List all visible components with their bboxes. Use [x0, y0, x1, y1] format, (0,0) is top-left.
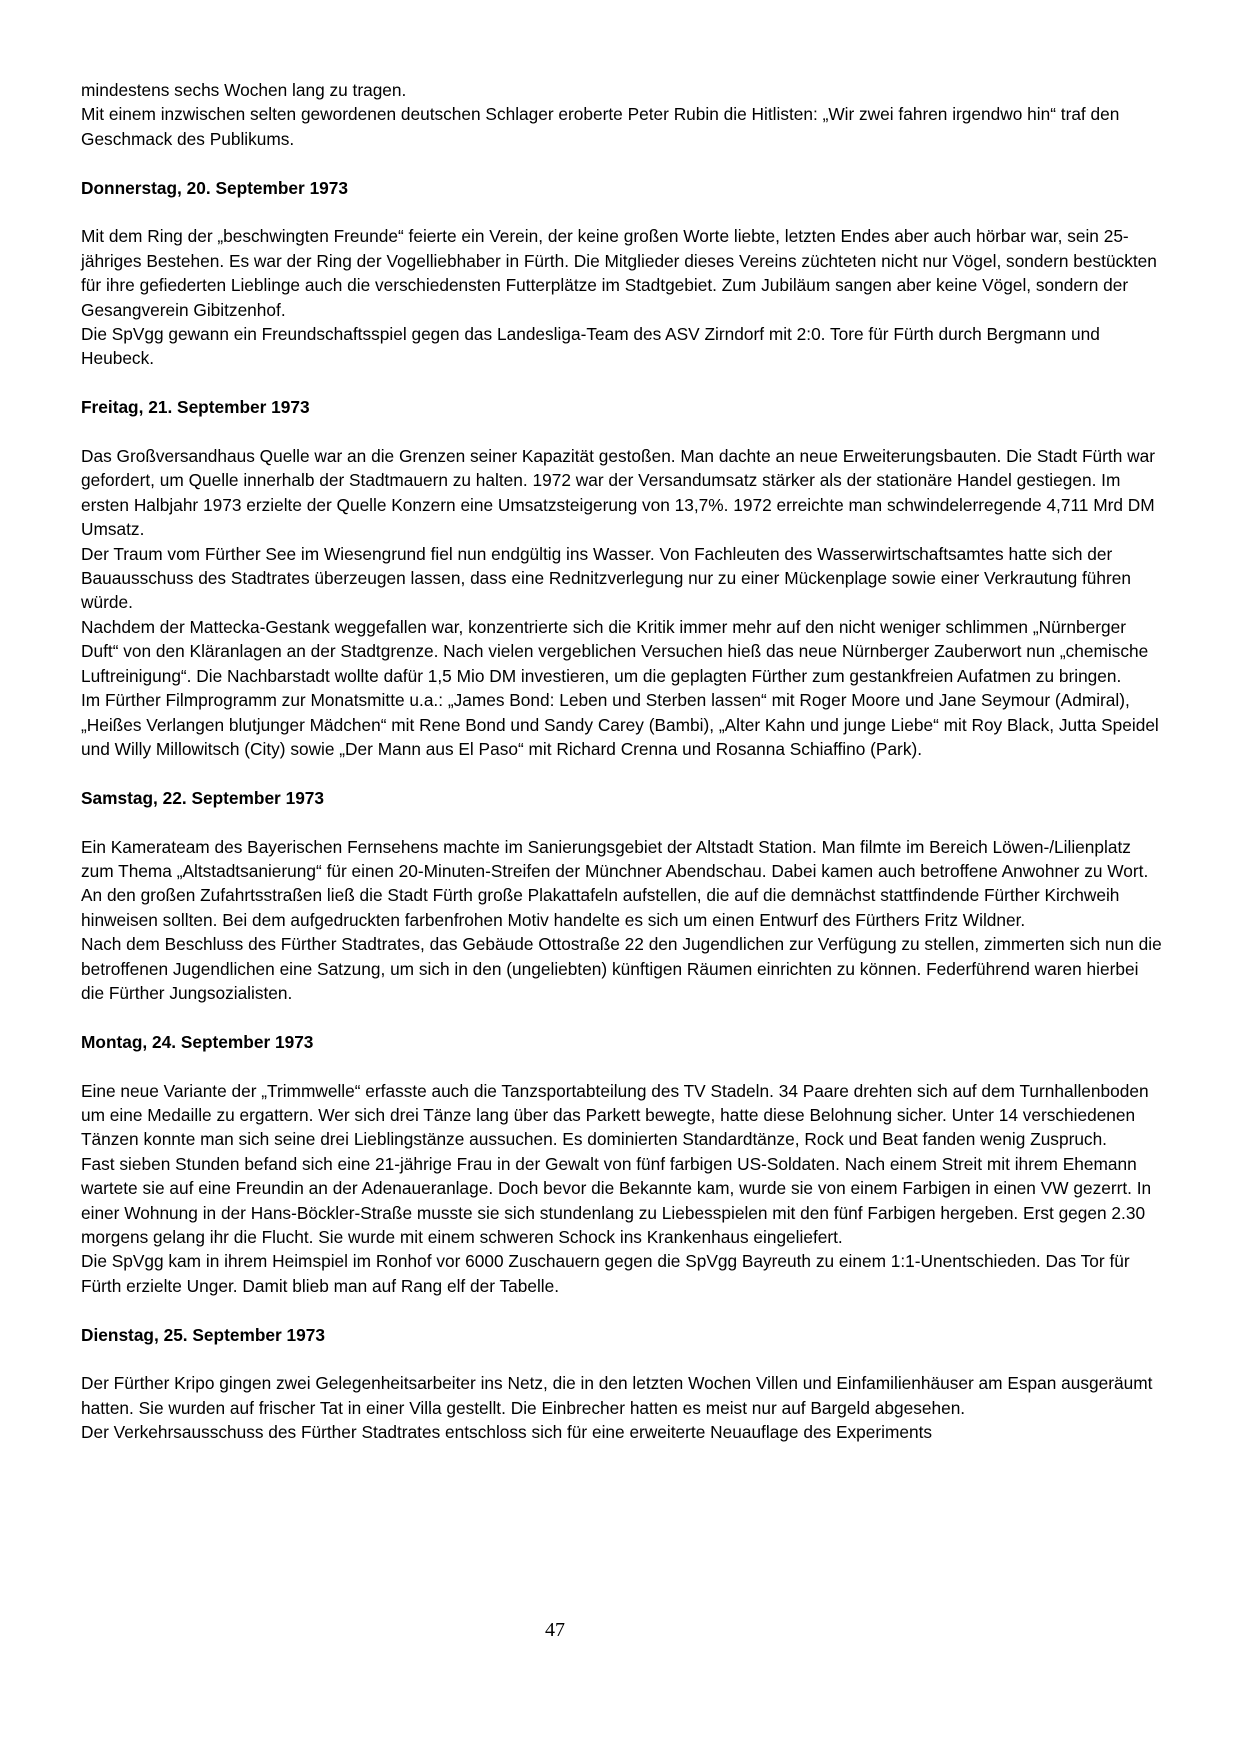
body-paragraph: Eine neue Variante der „Trimmwelle“ erfasste auch die Tanzsportabteilung des TV Stadeln. 34 Paare drehten sich auf dem Turnhallenboden um eine Medaille zu ergattern. Wer sich drei Tänze lang über das Parkett bewegte, hatte diese Belohnung sicher. Unter 14 verschiedenen Tänzen konnte man sich seine drei Lieblingstänze aussuchen. Es dominierten Standardtänze, Rock und Beat fanden wenig Zuspruch.	[81, 1080, 1149, 1150]
daily-entry-montag	[81, 1030, 1165, 1298]
daily-entry-dienstag	[81, 1323, 1165, 1445]
body-paragraph: Ein Kamerateam des Bayerischen Fernsehens machte im Sanierungsgebiet der Altstadt Station. Man filmte im Bereich Löwen-/Lilienplatz zum Thema „Altstadtsanierung“ für einen 20-Minuten-Streifen der Münchner Abendschau. Dabei kamen auch betroffene Anwohner zu Wort.	[81, 836, 1149, 881]
body-paragraph: Der Fürther Kripo gingen zwei Gelegenheitsarbeiter ins Netz, die in den letzten Wochen Villen und Einfamilienhäuser am Espan ausgeräumt hatten. Sie wurden auf frischer Tat in einer Villa gestellt. Die Einbrecher hatten es meist nur auf Bargeld abgesehen.	[81, 1373, 1153, 1418]
body-paragraph: An den großen Zufahrtsstraßen ließ die Stadt Fürth große Plakattafeln aufstellen, die auf die demnächst stattfindende Fürther Kirchweih hinweisen sollten. Bei dem aufgedruckten farbenfrohen Motiv handelte es sich um einen Entwurf des Fürthers Fritz Wildner.	[81, 885, 1120, 930]
body-paragraph: Fast sieben Stunden befand sich eine 21-jährige Frau in der Gewalt von fünf farbigen US-Soldaten. Nach einem Streit mit ihrem Ehemann wartete sie auf eine Freundin an der Adenaueranlage. Doch bevor die Bekannte kam, wurde sie von einem Farbigen in einen VW gezerrt. In einer Wohnung in der Hans-Böckler-Straße musste sie sich stundenlang zu Liebesspielen mit den fünf Farbigen hergeben. Erst gegen 2.30 morgens gelang ihr die Flucht. Sie wurde mit einem schweren Schock ins Krankenhaus eingeliefert.	[81, 1153, 1152, 1247]
body-paragraph: Die SpVgg gewann ein Freundschaftsspiel gegen das Landesliga-Team des ASV Zirndorf mit 2:0. Tore für Fürth durch Bergmann und Heubeck.	[81, 324, 1100, 369]
daily-entry-donnerstag	[81, 176, 1165, 371]
body-paragraph: Mit dem Ring der „beschwingten Freunde“ feierte ein Verein, der keine großen Worte liebte, letzten Endes aber auch hörbar war, sein 25-jähriges Bestehen. Es war der Ring der Vogelliebhaber in Fürth. Die Mitglieder dieses Vereins züchteten nicht nur Vögel, sondern bestückten für ihre gefiederten Lieblinge auch die verschiedensten Futterplätze im Stadtgebiet. Zum Jubiläum sangen aber keine Vögel, sondern der Gesangverein Gibitzenhof.	[81, 226, 1157, 320]
daily-entry-samstag	[81, 786, 1165, 1006]
body-paragraph: Das Großversandhaus Quelle war an die Grenzen seiner Kapazität gestoßen. Man dachte an neue Erweiterungsbauten. Die Stadt Fürth war gefordert, um Quelle innerhalb der Stadtmauern zu halten. 1972 war der Versandumsatz stärker als der stationäre Handel gestiegen. Im ersten Halbjahr 1973 erzielte der Quelle Konzern eine Umsatzsteigerung von 13,7%. 1972 erreichte man schwindelerregende 4,711 Mrd DM Umsatz.	[81, 446, 1155, 540]
section-heading: Dienstag, 25. September 1973	[81, 1324, 325, 1345]
body-paragraph: Nachdem der Mattecka-Gestank weggefallen war, konzentrierte sich die Kritik immer mehr auf den nicht weniger schlimmen „Nürnberger Duft“ von den Kläranlagen an der Stadtgrenze. Nach vielen vergeblichen Versuchen hieß das neue Nürnberger Zauberwort nun „chemische Luftreinigung“. Die Nachbarstadt wollte dafür 1,5 Mio DM investieren, um die geplagten Fürther zum gestankfreien Aufatmen zu bringen.	[81, 616, 1149, 686]
section-heading: Montag, 24. September 1973	[81, 1031, 314, 1052]
section-heading: Freitag, 21. September 1973	[81, 397, 310, 418]
body-paragraph: Der Traum vom Fürther See im Wiesengrund fiel nun endgültig ins Wasser. Von Fachleuten des Wasserwirtschaftsamtes hatte sich der Bauausschuss des Stadtrates überzeugen lassen, dass eine Rednitzverlegung nur zu einer Mückenplage sowie einer Verkrautung führen würde.	[81, 543, 1132, 613]
body-paragraph: Der Verkehrsausschuss des Fürther Stadtrates entschloss sich für eine erweiterte Neuauflage des Experiments	[81, 1422, 933, 1443]
intro-block	[81, 78, 1165, 151]
section-heading: Donnerstag, 20. September 1973	[81, 177, 349, 198]
daily-entry-freitag	[81, 395, 1165, 761]
body-paragraph: Nach dem Beschluss des Fürther Stadtrates, das Gebäude Ottostraße 22 den Jugendlichen zur Verfügung zu stellen, zimmerten sich nun die betroffenen Jugendlichen eine Satzung, um sich in den (ungeliebten) künftigen Räumen einrichten zu können. Federführend waren hierbei die Fürther Jungsozialisten.	[81, 934, 1162, 1003]
body-paragraph: Im Fürther Filmprogramm zur Monatsmitte u.a.: „James Bond: Leben und Sterben lassen“ mit Roger Moore und Jane Seymour (Admiral), „Heißes Verlangen blutjunger Mädchen“ mit Rene Bond und Sandy Carey (Bambi), „Alter Kahn und junge Liebe“ mit Roy Black, Jutta Speidel und Willy Millowitsch (City) sowie „Der Mann aus El Paso“ mit Richard Crenna und Rosanna Schiaffino (Park).	[81, 690, 1159, 759]
intro-paragraph: Mit einem inzwischen selten gewordenen deutschen Schlager eroberte Peter Rubin die Hitlisten: „Wir zwei fahren irgendwo hin“ traf den Geschmack des Publikums.	[81, 104, 1120, 149]
intro-paragraph: mindestens sechs Wochen lang zu tragen.	[81, 80, 407, 100]
page-number-footer: 47	[545, 1619, 565, 1641]
text-column	[81, 78, 1165, 1445]
body-paragraph: Die SpVgg kam in ihrem Heimspiel im Ronhof vor 6000 Zuschauern gegen die SpVgg Bayreuth zu einem 1:1-Unentschieden. Das Tor für Fürth erzielte Unger. Damit blieb man auf Rang elf der Tabelle.	[81, 1251, 1130, 1296]
section-heading: Samstag, 22. September 1973	[81, 787, 325, 808]
